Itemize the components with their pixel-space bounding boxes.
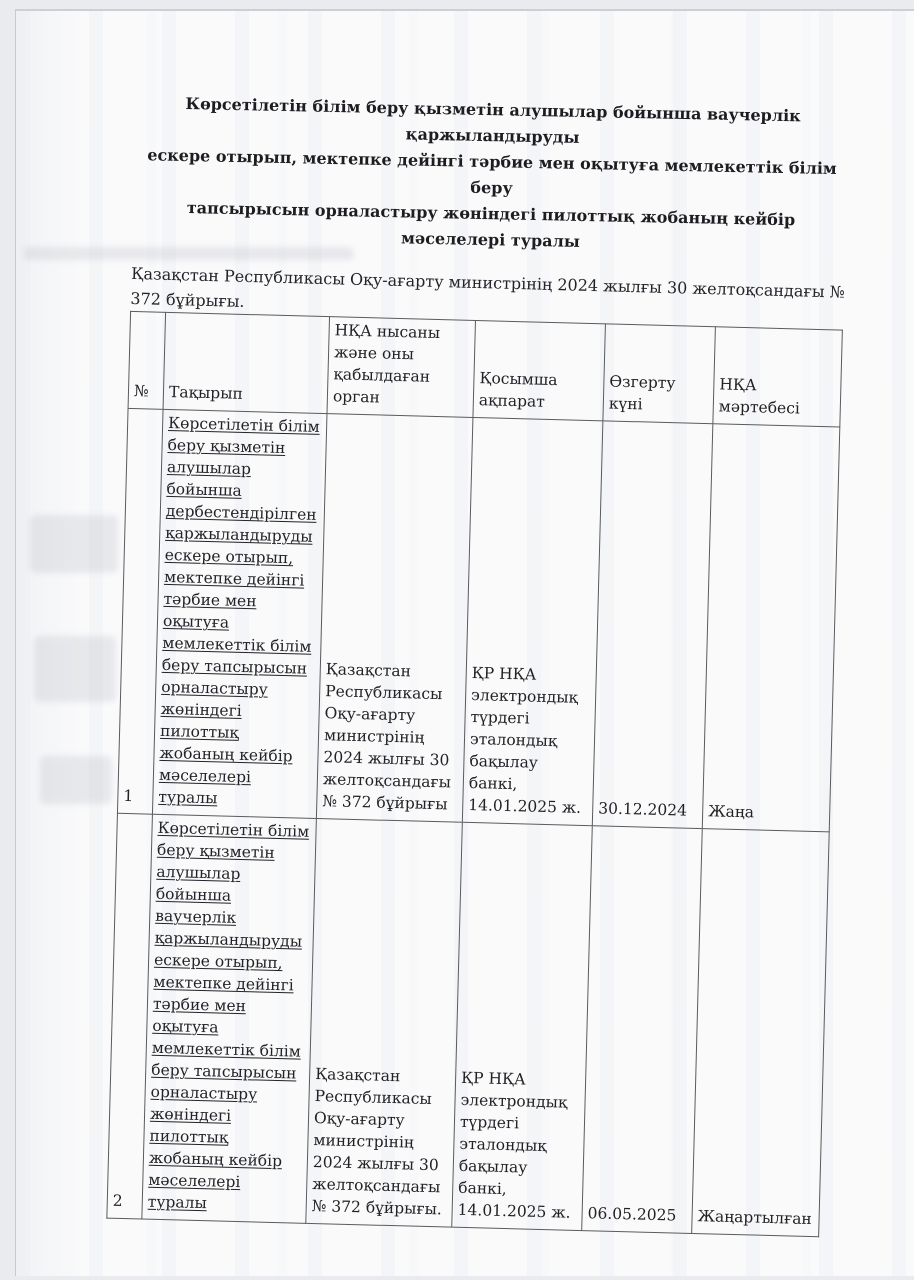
registry-table bbox=[106, 311, 843, 1237]
change-date-cell: 30.12.2024 bbox=[592, 421, 713, 829]
topic-cell bbox=[142, 814, 317, 1223]
column-header-change-date: Өзгерту күні bbox=[603, 324, 716, 424]
row-number-cell: 2 bbox=[107, 813, 153, 1219]
column-header-topic: Тақырып bbox=[163, 312, 329, 413]
extra-info-cell: ҚР НҚА электрондық түрдегі эталондық бақылау банкі, 14.01.2025 ж. bbox=[462, 417, 603, 825]
status-cell: Жаңа bbox=[702, 424, 840, 832]
document-content bbox=[106, 86, 851, 1237]
table-row bbox=[117, 408, 839, 831]
bleed-through-mark bbox=[34, 636, 116, 702]
topic-cell bbox=[152, 409, 327, 818]
bleed-through-mark bbox=[30, 515, 118, 573]
table-header-row bbox=[128, 311, 842, 427]
column-header-number: № bbox=[128, 311, 166, 409]
change-date-cell: 06.05.2025 bbox=[582, 826, 703, 1234]
status-cell: Жаңартылған bbox=[692, 829, 830, 1237]
extra-info-cell: ҚР НҚА электрондық түрдегі эталондық бақылау банкі, 14.01.2025 ж. bbox=[452, 822, 593, 1230]
column-header-npa-form: НҚА нысаны және оны қабылдаған орган bbox=[327, 317, 475, 418]
table-row bbox=[107, 813, 829, 1236]
row-number-cell: 1 bbox=[117, 408, 163, 814]
topic-link[interactable]: Көрсетілетін білім беру қызметін алушылар бойынша ваучерлік қаржыландыруды ескере отырып, мектепке дейінгі тәрбие мен оқытуға мемлекеттік білім беру тапсырысын орналастыру жөніндегі пилоттық жобаның кейбір мәселелері туралы bbox=[147, 818, 310, 1213]
page-subtitle: Қазақстан Республикасы Оқу-ағарту министрінің 2024 жылғы 30 желтоқсандағы № 372 бұйрығы. bbox=[130, 263, 846, 311]
topic-link[interactable]: Көрсетілетін білім беру қызметін алушылар бойынша дербестендірілген қаржыландыруды ескере отырып, мектепке дейінгі тәрбие мен оқытуға мемлекеттік білім беру тапсырысын орналастыру жөніндегі пилоттық жобаның кейбір мәселелері туралы bbox=[158, 413, 320, 808]
npa-form-cell: Қазақстан Республикасы Оқу-ағарту министрінің 2024 жылғы 30 желтоқсандағы № 372 бұйрығы. bbox=[306, 818, 463, 1227]
column-header-npa-status: НҚА мәртебесі bbox=[713, 327, 842, 427]
bleed-through-mark bbox=[40, 756, 112, 804]
npa-form-cell: Қазақстан Республикасы Оқу-ағарту министрінің 2024 жылғы 30 желтоқсандағы № 372 бұйрығы bbox=[316, 414, 473, 823]
page-title: Көрсетілетін білім беру қызметін алушылар бойынша ваучерлік қаржыландыруды ескере отырып, мектепке дейінгі тәрбие мен оқытуға мемлекеттік білім беру тапсырысын орналастыру жөніндегі пилоттық жобаның кейбір мәселелері туралы bbox=[147, 93, 838, 251]
column-header-extra-info: Қосымша ақпарат bbox=[473, 320, 605, 420]
